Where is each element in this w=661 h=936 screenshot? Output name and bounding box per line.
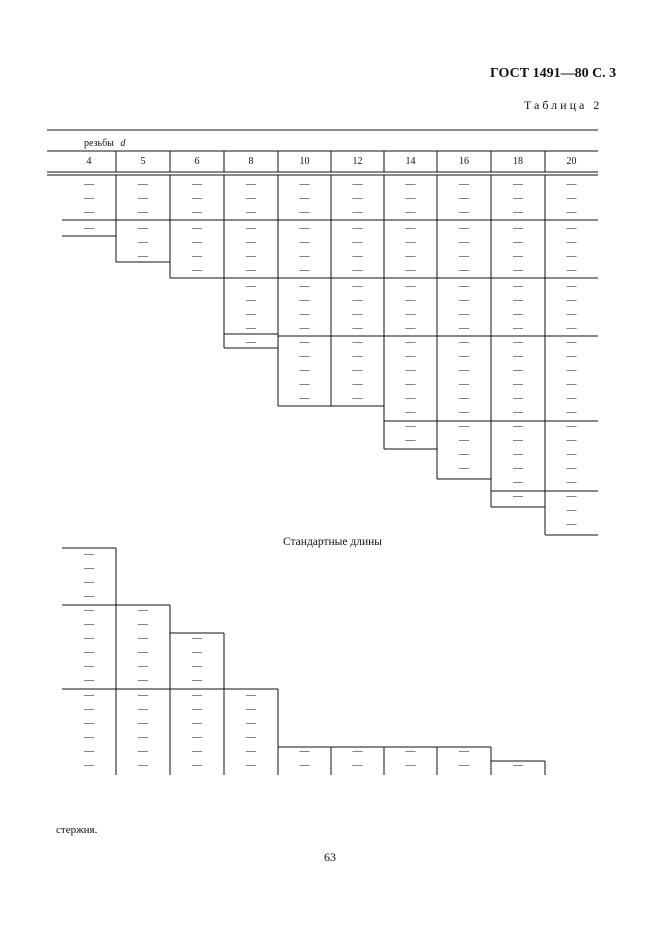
table-cell-dash: — [566, 265, 577, 276]
table-cell-dash: — [405, 421, 416, 432]
table-cell-dash: — [246, 265, 256, 276]
table-cell-dash: — [352, 237, 363, 248]
table-cell-dash: — [566, 193, 577, 204]
table-cell-dash: — [84, 760, 94, 771]
table-cell-dash: — [138, 237, 148, 248]
table-cell-dash: — [566, 519, 577, 530]
table-cell-dash: — [459, 265, 469, 276]
table-cell-dash: — [459, 407, 469, 418]
table-cell-dash: — [513, 379, 523, 390]
table-cell-dash: — [84, 619, 94, 630]
table-cell-dash: — [246, 732, 256, 743]
table-cell-dash: — [246, 337, 256, 348]
table-cell-dash: — [246, 760, 256, 771]
table-cell-dash: — [192, 746, 202, 757]
table-cell-dash: — [513, 207, 523, 218]
table-cell-dash: — [352, 746, 363, 757]
column-header-4: 4 [86, 156, 92, 167]
table-cell-dash: — [352, 193, 363, 204]
table-cell-dash: — [459, 179, 469, 190]
table-cell-dash: — [405, 179, 416, 190]
table-cell-dash: — [84, 675, 94, 686]
table-cell-dash: — [192, 718, 202, 729]
table-cell-dash: — [566, 351, 577, 362]
table-cell-dash: — [513, 237, 523, 248]
table-cell-dash: — [84, 207, 94, 218]
table-cell-dash: — [84, 563, 94, 574]
table-cell-dash: — [405, 337, 416, 348]
table-cell-dash: — [405, 351, 416, 362]
table-cell-dash: — [138, 223, 148, 234]
table-cell-dash: — [246, 281, 256, 292]
table-cell-dash: — [405, 365, 416, 376]
table-cell-dash: — [459, 421, 469, 432]
table-cell-dash: — [513, 251, 523, 262]
table-cell-dash: — [566, 491, 577, 502]
table-cell-dash: — [192, 647, 202, 658]
table-cell-dash: — [566, 323, 577, 334]
table-cell-dash: — [138, 718, 148, 729]
table-cell-dash: — [405, 251, 416, 262]
column-header-18: 18 [513, 156, 523, 167]
table-cell-dash: — [246, 718, 256, 729]
table-cell-dash: — [566, 207, 577, 218]
table-cell-dash: — [459, 449, 469, 460]
table-cell-dash: — [352, 379, 363, 390]
table-cell-dash: — [84, 605, 94, 616]
table-cell-dash: — [352, 760, 363, 771]
table-cell-dash: — [566, 337, 577, 348]
column-header-10: 10 [299, 156, 310, 167]
table-cell-dash: — [513, 179, 523, 190]
table-cell-dash: — [246, 746, 256, 757]
table-cell-dash: — [84, 223, 94, 234]
table-cell-dash: — [299, 237, 310, 248]
page-number: 63 [324, 850, 336, 864]
table-cell-dash: — [459, 193, 469, 204]
table-cell-dash: — [299, 393, 310, 404]
table-cell-dash: — [513, 491, 523, 502]
table-cell-dash: — [513, 421, 523, 432]
table-cell-dash: — [192, 237, 202, 248]
table-cell-dash: — [84, 549, 94, 560]
column-header-16: 16 [459, 156, 469, 167]
table-cell-dash: — [352, 179, 363, 190]
table-cell-dash: — [459, 323, 469, 334]
table-cell-dash: — [299, 193, 310, 204]
table-cell-dash: — [352, 207, 363, 218]
table-cell-dash: — [246, 251, 256, 262]
table-cell-dash: — [513, 309, 523, 320]
table-caption-text: резьбы [84, 138, 114, 149]
table-cell-dash: — [459, 281, 469, 292]
table-cell-dash: — [299, 309, 310, 320]
table-cell-dash: — [138, 619, 148, 630]
table-cell-dash: — [405, 323, 416, 334]
table-cell-dash: — [459, 337, 469, 348]
table-cell-dash: — [513, 407, 523, 418]
table-cell-dash: — [138, 704, 148, 715]
table-cell-dash: — [513, 477, 523, 488]
table-cell-dash: — [566, 505, 577, 516]
table-cell-dash: — [405, 309, 416, 320]
table-cell-dash: — [352, 351, 363, 362]
table-cell-dash: — [192, 223, 202, 234]
table-cell-dash: — [459, 463, 469, 474]
table-cell-dash: — [513, 281, 523, 292]
table-cell-dash: — [566, 281, 577, 292]
table-cell-dash: — [246, 207, 256, 218]
table-cell-dash: — [459, 379, 469, 390]
table-cell-dash: — [566, 463, 577, 474]
table-cell-dash: — [138, 605, 148, 616]
table-cell-dash: — [459, 295, 469, 306]
table-cell-dash: — [352, 393, 363, 404]
table-cell-dash: — [299, 251, 310, 262]
table-cell-dash: — [352, 309, 363, 320]
table-cell-dash: — [566, 251, 577, 262]
table-cell-dash: — [566, 477, 577, 488]
table-cell-dash: — [566, 365, 577, 376]
table-cell-dash: — [84, 732, 94, 743]
table-cell-dash: — [84, 661, 94, 672]
table-cell-dash: — [459, 237, 469, 248]
table-cell-dash: — [299, 337, 310, 348]
table-cell-dash: — [84, 718, 94, 729]
table-cell-dash: — [138, 760, 148, 771]
table-cell-dash: — [192, 633, 202, 644]
table-cell-dash: — [459, 393, 469, 404]
table-cell-dash: — [138, 690, 148, 701]
table-cell-dash: — [138, 746, 148, 757]
table-cell-dash: — [138, 675, 148, 686]
table-cell-dash: — [299, 295, 310, 306]
table-caption-variable: d [120, 138, 126, 149]
footer-note: стержня. [56, 824, 98, 836]
table-cell-dash: — [405, 223, 416, 234]
column-header-14: 14 [405, 156, 416, 167]
table-cell-dash: — [352, 323, 363, 334]
table-cell-dash: — [405, 746, 416, 757]
table-cell-dash: — [246, 704, 256, 715]
table-cell-dash: — [459, 207, 469, 218]
table-cell-dash: — [299, 223, 310, 234]
table-cell-dash: — [405, 379, 416, 390]
column-header-20: 20 [566, 156, 577, 167]
table-cell-dash: — [513, 265, 523, 276]
table-cell-dash: — [84, 577, 94, 588]
table-cell-dash: — [405, 393, 416, 404]
table-cell-dash: — [299, 351, 310, 362]
table-cell-dash: — [459, 746, 469, 757]
table-cell-dash: — [566, 393, 577, 404]
table-cell-dash: — [138, 732, 148, 743]
table-cell-dash: — [459, 365, 469, 376]
table-cell-dash: — [299, 265, 310, 276]
table-cell-dash: — [246, 690, 256, 701]
table-cell-dash: — [566, 237, 577, 248]
table-cell-dash: — [299, 746, 310, 757]
table-cell-dash: — [192, 675, 202, 686]
column-header-5: 5 [140, 156, 146, 167]
table-cell-dash: — [84, 746, 94, 757]
document-reference: ГОСТ 1491—80 С. 3 [490, 66, 617, 81]
table-cell-dash: — [566, 179, 577, 190]
table-cell-dash: — [192, 661, 202, 672]
table-cell-dash: — [513, 223, 523, 234]
table-cell-dash: — [566, 435, 577, 446]
table-cell-dash: — [84, 633, 94, 644]
table-cell-dash: — [192, 193, 202, 204]
table-cell-dash: — [352, 265, 363, 276]
table-cell-dash: — [566, 449, 577, 460]
table-cell-dash: — [513, 393, 523, 404]
table-cell-dash: — [352, 251, 363, 262]
table-cell-dash: — [405, 760, 416, 771]
table-cell-dash: — [513, 463, 523, 474]
table-cell-dash: — [246, 295, 256, 306]
column-header-12: 12 [352, 156, 363, 167]
table-cell-dash: — [405, 265, 416, 276]
table-cell-dash: — [459, 251, 469, 262]
table-cell-dash: — [299, 179, 310, 190]
table-cell-dash: — [192, 207, 202, 218]
table-cell-dash: — [138, 647, 148, 658]
table-title: Таблица 2 [524, 98, 603, 112]
table-cell-dash: — [84, 647, 94, 658]
table-cell-dash: — [246, 193, 256, 204]
table-cell-dash: — [513, 323, 523, 334]
table-cell-dash: — [299, 379, 310, 390]
table-cell-dash: — [459, 435, 469, 446]
table-cell-dash: — [566, 379, 577, 390]
table-cell-dash: — [352, 295, 363, 306]
table-cell-dash: — [192, 251, 202, 262]
table-cell-dash: — [352, 365, 363, 376]
table-cell-dash: — [405, 193, 416, 204]
table-cell-dash: — [138, 633, 148, 644]
table-cell-dash: — [192, 732, 202, 743]
table-cell-dash: — [513, 337, 523, 348]
table-cell-dash: — [513, 760, 523, 771]
table-cell-dash: — [246, 223, 256, 234]
table-cell-dash: — [513, 449, 523, 460]
table-cell-dash: — [246, 179, 256, 190]
table-cell-dash: — [299, 760, 310, 771]
table-cell-dash: — [138, 661, 148, 672]
section-title: Стандартные длины [283, 536, 383, 548]
table-cell-dash: — [299, 323, 310, 334]
column-header-8: 8 [248, 156, 254, 167]
table-cell-dash: — [192, 179, 202, 190]
table-cell-dash: — [84, 591, 94, 602]
table-cell-dash: — [513, 365, 523, 376]
table-cell-dash: — [459, 760, 469, 771]
table-cell-dash: — [246, 323, 256, 334]
table-cell-dash: — [513, 351, 523, 362]
table-cell-dash: — [192, 690, 202, 701]
table-cell-dash: — [84, 690, 94, 701]
table-cell-dash: — [566, 295, 577, 306]
table-cell-dash: — [352, 223, 363, 234]
table-cell-dash: — [405, 295, 416, 306]
table-cell-dash: — [405, 435, 416, 446]
table-cell-dash: — [246, 237, 256, 248]
table-cell-dash: — [84, 193, 94, 204]
table-cell-dash: — [566, 407, 577, 418]
table-cell-dash: — [405, 237, 416, 248]
table-cell-dash: — [405, 207, 416, 218]
table-cell-dash: — [138, 207, 148, 218]
table-cell-dash: — [566, 421, 577, 432]
table-cell-dash: — [299, 365, 310, 376]
table-cell-dash: — [459, 309, 469, 320]
table-cell-dash: — [352, 281, 363, 292]
table-cell-dash: — [138, 251, 148, 262]
table-cell-dash: — [459, 351, 469, 362]
table-cell-dash: — [246, 309, 256, 320]
table-cell-dash: — [192, 704, 202, 715]
table-cell-dash: — [352, 337, 363, 348]
table-cell-dash: — [192, 265, 202, 276]
column-header-6: 6 [194, 156, 200, 167]
table-cell-dash: — [566, 223, 577, 234]
table-cell-dash: — [84, 179, 94, 190]
table-cell-dash: — [513, 193, 523, 204]
table-cell-dash: — [299, 281, 310, 292]
table-cell-dash: — [138, 193, 148, 204]
table-cell-dash: — [513, 295, 523, 306]
table-cell-dash: — [566, 309, 577, 320]
table-cell-dash: — [84, 704, 94, 715]
table-cell-dash: — [459, 223, 469, 234]
table-cell-dash: — [405, 407, 416, 418]
table-cell-dash: — [405, 281, 416, 292]
table-cell-dash: — [513, 435, 523, 446]
table-cell-dash: — [192, 760, 202, 771]
table-cell-dash: — [299, 207, 310, 218]
table-cell-dash: — [138, 179, 148, 190]
